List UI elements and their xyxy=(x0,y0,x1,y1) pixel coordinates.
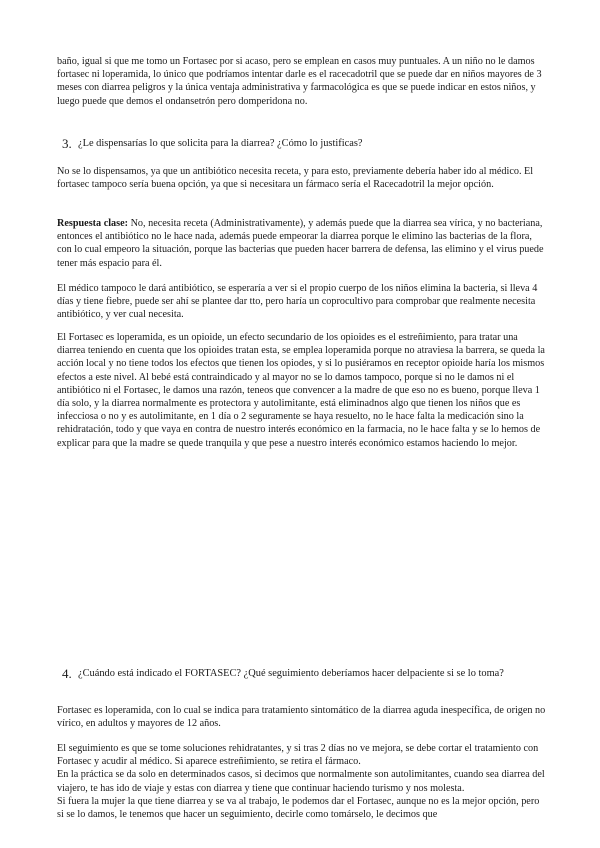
question-4-answer xyxy=(57,704,547,730)
follow-up-text-1: El seguimiento es que se tome soluciones rehidratantes, y si tras 2 días no ve mejora, se debe cortar el tratamiento con Fortasec y acudir al médico. Si aparece estreñimiento, se retira el fármaco. xyxy=(57,743,539,768)
intro-paragraph xyxy=(57,55,547,108)
question-3-text: ¿Le dispensarías lo que solicita para la diarrea? ¿Cómo lo justificas? xyxy=(78,138,363,149)
follow-up-text-2: En la práctica se da solo en determinados casos, si decimos que normalmente son autolimitantes, cuando sea diarrea del viajero, te has ido de viaje y estas con diarrea y tiene que continuar haciendo turismo y nos molesta. xyxy=(57,769,545,794)
question-4-answer-text: Fortasec es loperamida, con lo cual se indica para tratamiento sintomático de la diarrea aguda inespecífica, de origen no vírico, en adultos y mayores de 12 años. xyxy=(57,705,546,730)
question-3-answer xyxy=(57,165,547,191)
question-3-heading xyxy=(62,137,532,151)
question-4-heading xyxy=(62,667,532,681)
doctor-paragraph xyxy=(57,282,547,322)
question-4-text: ¿Cuándo está indicado el FORTASEC? ¿Qué seguimiento deberíamos hacer delpaciente si se lo toma? xyxy=(78,668,504,679)
class-answer-text: No, necesita receta (Administrativamente), y además puede que la diarrea sea vírica, y no bacteriana, entonces el antibiótico no le hace nada, además puede empeorar la diarrea porque le elimino las bacterias de la flora, con lo cual empeoro la situación, porque las bacterias que pueden hacer barrera de defensa, las elimino y el virus puede tener más espacio para él. xyxy=(57,218,544,269)
fortasec-text: El Fortasec es loperamida, es un opioide, un efecto secundario de los opioides es el estreñimiento, para tratar una diarrea teniendo en cuenta que los opioides tratan esta, se emplea loperamida porque no atraviesa la barrera, se queda la acción local y no tiene todos los efectos que tienen los opiodes, y si lo pusiéramos en receptor opioide haría los mismos efectos a este nivel. Al bebé está contraindicado y al mayor no se lo damos tampoco, porque si no le damos ni el antibiótico ni el Fortasec, le damos una razón, teneos que convencer a la madre de que eso no es bueno, porque lleva 1 día solo, y la diarrea normalmente es protectora y autolimitante, está eliminadnos algo que tienen los niños que es infecciosa o no y es autolimitante, en 1 día o 2 seguramente se haya resuelto, no le hace falta la medicación sino la rehidratación, todo y que vaya en contra de nuestro interés económico en la farmacia, no le hace falta y se lo hemos de explicar para que la madre se quede tranquila y que pese a nuestro interés económico estamos haciendo lo mejor. xyxy=(57,332,545,449)
class-answer-paragraph xyxy=(57,217,547,270)
follow-up-paragraphs xyxy=(57,742,547,821)
question-4-number: 4. xyxy=(62,666,72,681)
intro-text: baño, igual si que me tomo un Fortasec por si acaso, pero se emplean en casos muy puntuales. A un niño no le damos fortasec ni loperamida, lo único que podríamos intentar darle es el racecadotril que se puede dar en niños mayores de 3 meses con diarrea peligros y la única ventaja administrativa y farmacológica es que se puede indicar en estos niños, y luego puede que demos el ondansetrón pero domperidona no. xyxy=(57,56,542,107)
doctor-text: El médico tampoco le dará antibiótico, se esperaría a ver si el propio cuerpo de los niños elimina la bacteria, si lleva 4 días y tiene fiebre, puede ser ahí se plantee dar tto, pero haría un coprocultivo para comprobar que realmente necesita antibiótico, y ver cual necesita. xyxy=(57,283,538,321)
fortasec-paragraph xyxy=(57,331,547,450)
class-answer-label: Respuesta clase: xyxy=(57,218,129,229)
question-3-answer-text: No se lo dispensamos, ya que un antibiótico necesita receta, y para esto, previamente debería haber ido al médico. El fortasec tampoco sería buena opción, ya que si necesitara un fármaco sería el Racecadotril la mejor opción. xyxy=(57,166,534,191)
class-answer xyxy=(57,217,547,270)
question-3-number: 3. xyxy=(62,136,72,151)
follow-up-text-3: Si fuera la mujer la que tiene diarrea y se va al trabajo, le podemos dar el Fortasec, aunque no es la mejor opción, pero si se lo damos, le tenemos que hacer un seguimiento, decirle como tomárselo, le decimos que xyxy=(57,795,540,821)
